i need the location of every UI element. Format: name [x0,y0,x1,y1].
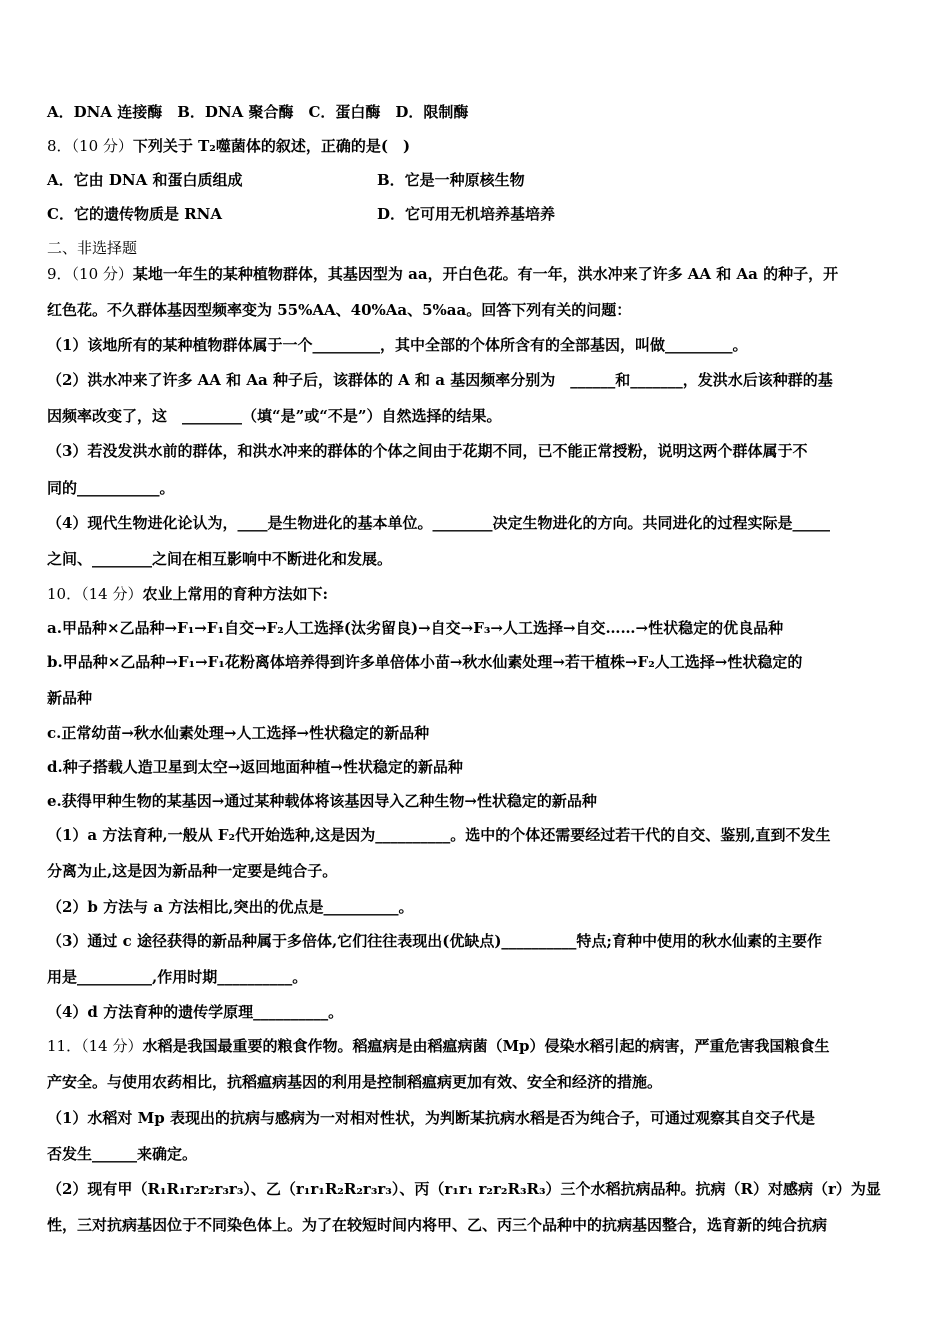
q8-option-a: A．它由 DNA 和蛋白质组成 [47,171,243,189]
q10-method-b-line-2: 新品种 [47,689,93,707]
q8-option-c: C．它的遗传物质是 RNA [47,205,222,223]
q10-part-2: （2）b 方法与 a 方法相比,突出的优点是__________。 [47,898,414,916]
q8-number: 8．（10 分） [47,137,133,155]
q11-part-2-line-2: 性，三对抗病基因位于不同染色体上。为了在较短时间内将甲、乙、丙三个品种中的抗病基因整合，选育新的纯合抗病 [47,1216,828,1234]
q9-part-3-line-1: （3）若没发洪水前的群体，和洪水冲来的群体的个体之间由于花期不同，已不能正常授粉，说明这两个群体属于不 [47,442,808,460]
q11-part-1-line-2: 否发生______来确定。 [47,1145,198,1163]
q9-part-2-line-2: 因频率改变了，这 ________（填“是”或“不是”）自然选择的结果。 [47,407,502,425]
q9-stem-line-2: 红色花。不久群体基因型频率变为 55%AA、40%Aa、5%aa。回答下列有关的问题： [47,301,632,319]
q9-part-4-line-1: （4）现代生物进化论认为，____是生物进化的基本单位。________决定生物进化的方向。共同进化的过程实际是_____ [47,514,830,532]
q9-number: 9．（10 分） [47,265,133,283]
q11-part-2-line-1: （2）现有甲（R₁R₁r₂r₂r₃r₃）、乙（r₁r₁R₂R₂r₃r₃）、丙（r₁r₁ r₂r₂R₃R₃）三个水稻抗病品种。抗病（R）对感病（r）为显 [47,1180,881,1198]
q8-option-d: D．它可用无机培养基培养 [377,205,556,223]
q10-part-1-line-1: （1）a 方法育种,一般从 F₂代开始选种,这是因为__________。选中的个体还需要经过若干代的自交、鉴别,直到不发生 [47,826,831,844]
q9-part-3-line-2: 同的___________。 [47,479,175,497]
q8-stem [47,136,905,156]
section-heading: 二、非选择题 [47,239,138,257]
q10-method-e: e.获得甲种生物的某基因→通过某种载体将该基因导入乙种生物→性状稳定的新品种 [47,792,597,810]
q8-options-row-2 [47,204,905,224]
q9-stem-line-1 [47,264,905,284]
q11-stem-line-1 [47,1036,905,1056]
q10-method-a: a.甲品种×乙品种→F₁→F₁自交→F₂人工选择(汰劣留良)→自交→F₃→人工选择→自交……→性状稳定的优良品种 [47,619,784,637]
q8-stem-text: 下列关于 T₂噬菌体的叙述，正确的是( ) [132,137,411,155]
q9-part-1: （1）该地所有的某种植物群体属于一个_________，其中全部的个体所含有的全部基因，叫做_________。 [47,336,748,354]
q10-method-b-line-1: b.甲品种×乙品种→F₁→F₁花粉离体培养得到许多单倍体小苗→秋水仙素处理→若干植株→F₂人工选择→性状稳定的 [47,653,803,671]
q10-part-4: （4）d 方法育种的遗传学原理__________。 [47,1003,344,1021]
q11-stem-text: 水稻是我国最重要的粮食作物。稻瘟病是由稻瘟病菌（Mp）侵染水稻引起的病害，严重危害我国粮食生 [142,1037,830,1055]
q10-method-c: c.正常幼苗→秋水仙素处理→人工选择→性状稳定的新品种 [47,724,430,742]
q10-method-d: d.种子搭载人造卫星到太空→返回地面种植→性状稳定的新品种 [47,758,463,776]
q7-options: A．DNA 连接酶 B．DNA 聚合酶 C．蛋白酶 D．限制酶 [47,103,469,121]
q10-part-3-line-2: 用是__________,作用时期__________。 [47,968,308,986]
q11-number: 11．（14 分） [47,1037,143,1055]
q10-stem-text: 农业上常用的育种方法如下: [142,585,328,603]
q11-part-1-line-1: （1）水稻对 Mp 表现出的抗病与感病为一对相对性状，为判断某抗病水稻是否为纯合子，可通过观察其自交子代是 [47,1109,815,1127]
q10-part-3-line-1: （3）通过 c 途径获得的新品种属于多倍体,它们往往表现出(优缺点)__________特点;育种中使用的秋水仙素的主要作 [47,932,822,950]
q10-stem [47,584,905,604]
q9-part-2-line-1: （2）洪水冲来了许多 AA 和 Aa 种子后，该群体的 A 和 a 基因频率分别为 ______和_______，发洪水后该种群的基 [47,371,833,389]
q11-stem-line-2: 产安全。与使用农药相比，抗稻瘟病基因的利用是控制稻瘟病更加有效、安全和经济的措施。 [47,1073,663,1091]
q10-part-1-line-2: 分离为止,这是因为新品种一定要是纯合子。 [47,862,338,880]
q9-stem-text: 某地一年生的某种植物群体，其基因型为 aa，开白色花。有一年，洪水冲来了许多 AA 和 Aa 的种子，开 [132,265,839,283]
q9-part-4-line-2: 之间、________之间在相互影响中不断进化和发展。 [47,550,393,568]
q8-option-b: B．它是一种原核生物 [377,171,525,189]
q8-options-row-1 [47,170,905,190]
q10-number: 10．（14 分） [47,585,143,603]
